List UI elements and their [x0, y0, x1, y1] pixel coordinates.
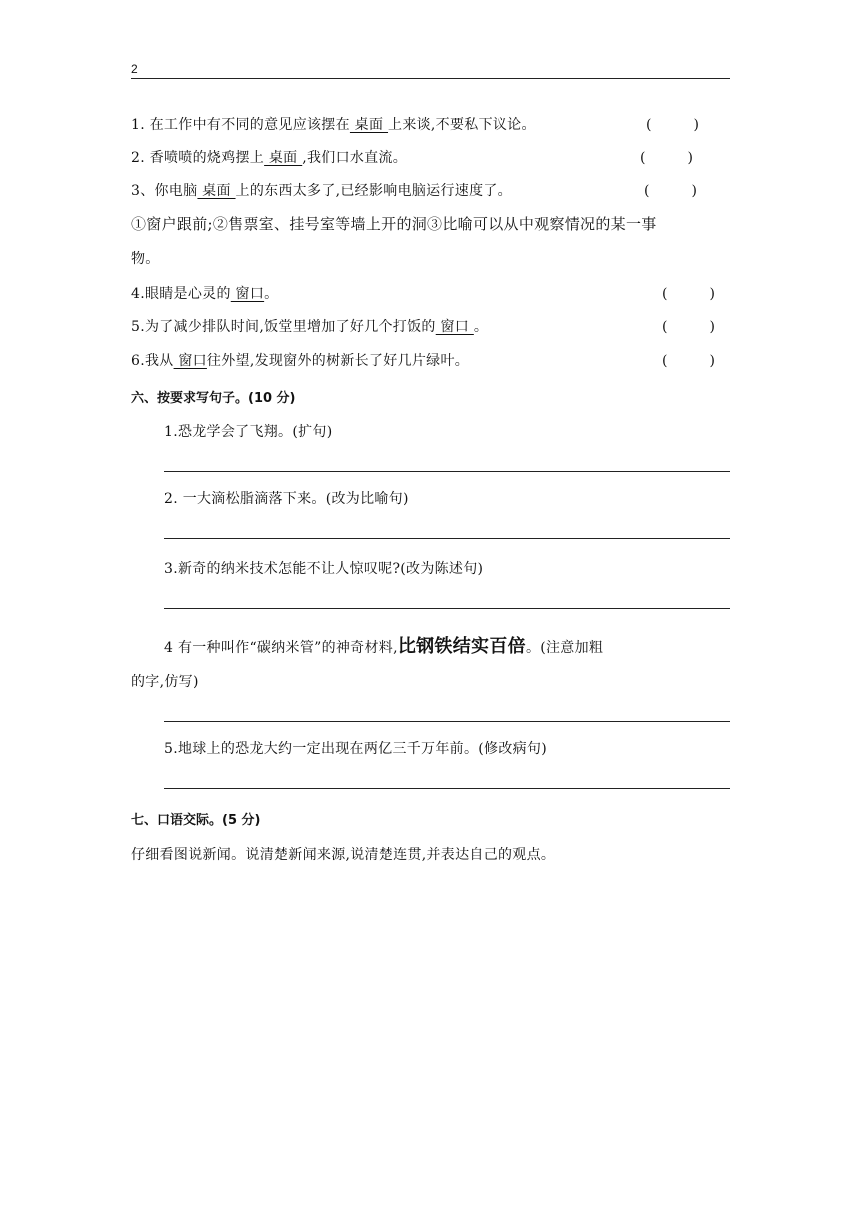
section-7-instruction: 仔细看图说新闻。说清楚新闻来源,说清楚连贯,并表达自己的观点。 [131, 847, 556, 863]
rewrite-q2-answer-line[interactable] [164, 538, 730, 539]
window-q4: 4.眼睛是心灵的 窗口。 [131, 286, 279, 302]
rewrite-q3-answer-line[interactable] [164, 608, 730, 609]
window-q4-term: 窗口 [230, 286, 265, 302]
rewrite-q4-line2: 的字,仿写) [131, 674, 199, 690]
desk-q3: 3、你电脑 桌面 上的东西太多了,已经影响电脑运行速度了。 [131, 183, 512, 199]
window-q5-answer-paren[interactable]: ( ) [662, 319, 715, 335]
rewrite-q5-answer-line[interactable] [164, 788, 730, 789]
window-q6-term: 窗口 [173, 353, 207, 369]
page-number: 2 [131, 62, 138, 76]
header-rule [131, 78, 730, 79]
desk-q3-term: 桌面 [197, 183, 236, 199]
section-6-title: 六、按要求写句子。(10 分) [131, 391, 296, 406]
rewrite-q1: 1.恐龙学会了飞翔。(扩句) [164, 424, 333, 440]
section-7-title: 七、口语交际。(5 分) [131, 813, 261, 828]
window-q5-term: 窗口 [435, 319, 474, 335]
window-definitions-line1: ①窗户跟前;②售票室、挂号室等墙上开的洞③比喻可以从中观察情况的某一事 [131, 215, 657, 233]
desk-q2-answer-paren[interactable]: ( ) [640, 150, 693, 166]
rewrite-q1-answer-line[interactable] [164, 471, 730, 472]
rewrite-q2: 2. 一大滴松脂滴落下来。(改为比喻句) [164, 491, 409, 507]
window-q6: 6.我从 窗口往外望,发现窗外的树新长了好几片绿叶。 [131, 353, 470, 369]
window-q5: 5.为了减少排队时间,饭堂里增加了好几个打饭的 窗口 。 [131, 319, 489, 335]
rewrite-q4-answer-line[interactable] [164, 721, 730, 722]
desk-q1-answer-paren[interactable]: ( ) [646, 117, 699, 133]
desk-q1-term: 桌面 [349, 117, 389, 133]
desk-q2-term: 桌面 [264, 150, 303, 166]
rewrite-q5: 5.地球上的恐龙大约一定出现在两亿三千万年前。(修改病句) [164, 741, 547, 757]
window-definitions-line2: 物。 [131, 251, 160, 267]
rewrite-q3: 3.新奇的纳米技术怎能不让人惊叹呢?(改为陈述句) [164, 561, 484, 577]
desk-q1: 1. 在工作中有不同的意见应该摆在 桌面 上来谈,不要私下议论。 [131, 117, 536, 133]
rewrite-q4: 4 有一种叫作“碳纳米管”的神奇材料,比钢铁结实百倍。(注意加粗 [164, 636, 604, 657]
window-q6-answer-paren[interactable]: ( ) [662, 353, 715, 369]
desk-q3-answer-paren[interactable]: ( ) [644, 183, 697, 199]
rewrite-q4-bold-phrase: 比钢铁结实百倍 [397, 636, 526, 657]
window-q4-answer-paren[interactable]: ( ) [662, 286, 715, 302]
desk-q2: 2. 香喷喷的烧鸡摆上 桌面 ,我们口水直流。 [131, 150, 408, 166]
